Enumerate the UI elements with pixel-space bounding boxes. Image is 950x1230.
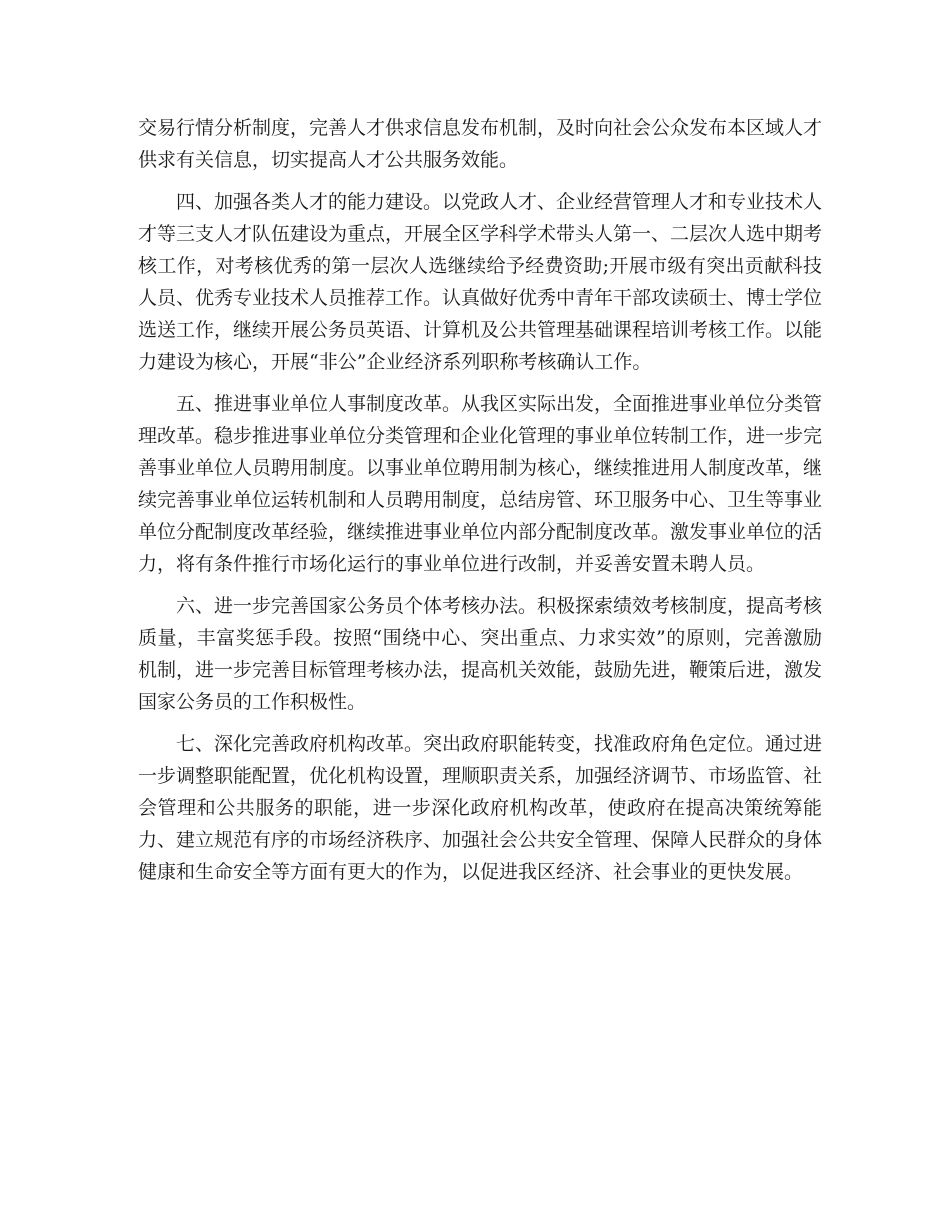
paragraph-section-7: 七、深化完善政府机构改革。突出政府职能转变，找准政府角色定位。通过进一步调整职能配置，优化机构设置，理顺职责关系，加强经济调节、市场监管、社会管理和公共服务的职能，进一步深化政府机构改革，使政府在提高决策统筹能力、建立规范有序的市场经济秩序、加强社会公共安全管理、保障人民群众的身体健康和生命安全等方面有更大的作为，以促进我区经济、社会事业的更快发展。 bbox=[138, 733, 823, 883]
paragraph-section-4: 四、加强各类人才的能力建设。以党政人才、企业经营管理人才和专业技术人才等三支人才队伍建设为重点，开展全区学科学术带头人第一、二层次人选中期考核工作，对考核优秀的第一层次人选继续给予经费资助;开展市级有突出贡献科技人员、优秀专业技术人员推荐工作。认真做好优秀中青年干部攻读硕士、博士学位选送工作，继续开展公务员英语、计算机及公共管理基础课程培训考核工作。以能力建设为核心，开展“非公”企业经济系列职称考核确认工作。 bbox=[138, 191, 823, 373]
paragraph-section-6: 六、进一步完善国家公务员个体考核办法。积极探索绩效考核制度，提高考核质量，丰富奖惩手段。按照“围绕中心、突出重点、力求实效”的原则，完善激励机制，进一步完善目标管理考核办法，提高机关效能，鼓励先进，鞭策后进，激发国家公务员的工作积极性。 bbox=[138, 595, 823, 713]
paragraph-continuation: 交易行情分析制度，完善人才供求信息发布机制，及时向社会公众发布本区域人才供求有关信息，切实提高人才公共服务效能。 bbox=[138, 117, 823, 171]
document-body bbox=[138, 112, 822, 898]
paragraph-section-5: 五、推进事业单位人事制度改革。从我区实际出发，全面推进事业单位分类管理改革。稳步推进事业单位分类管理和企业化管理的事业单位转制工作，进一步完善事业单位人员聘用制度。以事业单位聘用制为核心，继续推进用人制度改革，继续完善事业单位运转机制和人员聘用制度，总结房管、环卫服务中心、卫生等事业单位分配制度改革经验，继续推进事业单位内部分配制度改革。激发事业单位的活力，将有条件推行市场化运行的事业单位进行改制，并妥善安置未聘人员。 bbox=[138, 393, 823, 575]
